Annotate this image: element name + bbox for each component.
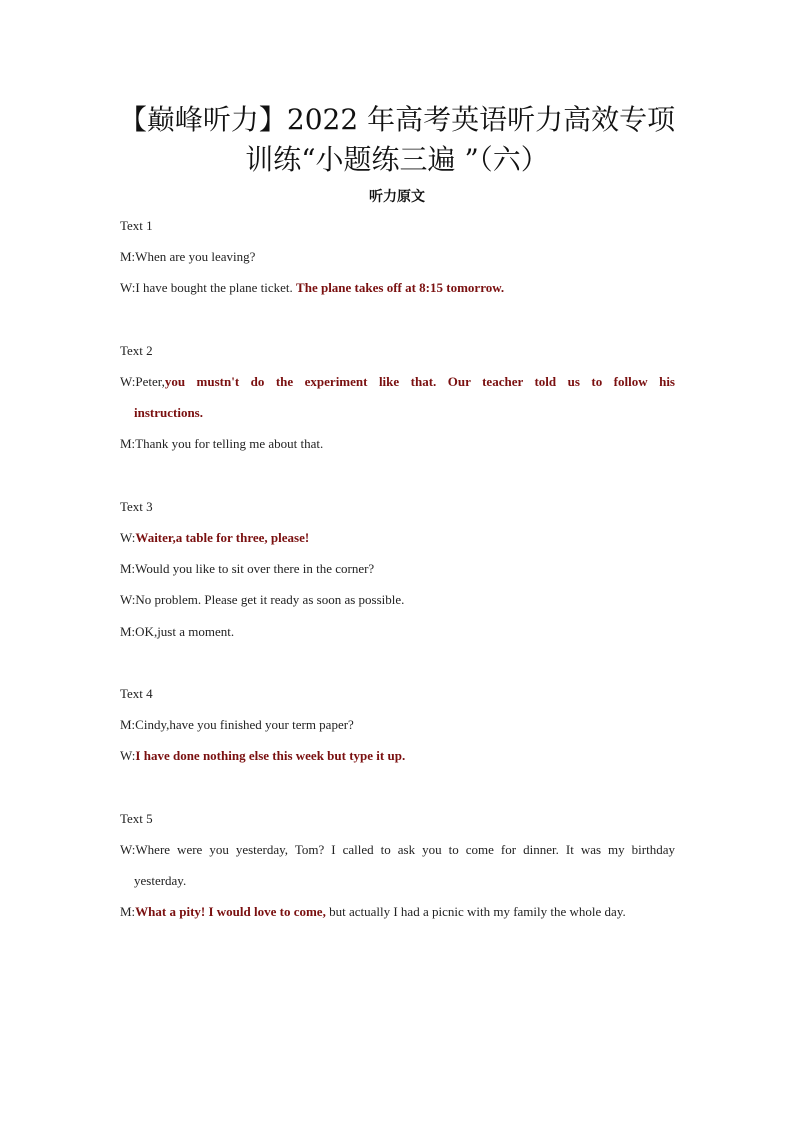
text-heading: Text 5 [120,811,153,826]
dialogue-line [120,590,675,610]
speaker-label: M: [120,624,136,639]
dialogue-line [120,372,675,392]
speaker-label: M: [120,249,136,264]
dialogue-line [120,840,675,860]
speaker-label: W: [120,842,136,857]
dialogue-text: yesterday. [134,873,187,888]
speaker-label: W: [120,280,136,295]
document-title-line-1: 【巅峰听力】2022 年高考英语听力高效专项 [118,103,676,136]
dialogue-line [120,247,675,267]
dialogue-text: Peter, [135,374,165,389]
speaker-label: W: [120,374,136,389]
text-heading: Text 3 [120,499,153,514]
text-heading: Text 1 [120,218,153,233]
dialogue-line [120,434,675,454]
dialogue-text: OK,just a moment. [135,624,235,639]
dialogue-text: Cindy,have you finished your term paper? [135,717,354,732]
answer-highlight: I have done nothing else this week but type it up. [135,748,406,763]
dialogue-line-continuation [134,871,675,891]
speaker-label: M: [120,561,136,576]
speaker-label: M: [120,717,136,732]
dialogue-line [120,528,675,548]
speaker-label: W: [120,592,136,607]
dialogue-text: When are you leaving? [135,249,256,264]
answer-highlight: Waiter,a table for three, please! [135,530,310,545]
dialogue-text: Thank you for telling me about that. [135,436,324,451]
dialogue-line [120,622,675,642]
text-heading: Text 4 [120,686,153,701]
dialogue-line [120,746,675,766]
answer-highlight: The plane takes off at 8:15 tomorrow. [296,280,505,295]
answer-highlight: instructions. [134,405,203,420]
dialogue-text: I have bought the plane ticket. [135,280,297,295]
dialogue-line [120,715,675,735]
section-subtitle: 听力原文 [369,189,425,205]
document-title-line-2: 训练“小题练三遍 ”（六） [245,143,549,176]
dialogue-line [120,902,675,922]
speaker-label: M: [120,904,136,919]
dialogue-text: Would you like to sit over there in the corner? [135,561,375,576]
dialogue-line [120,278,675,298]
dialogue-line [120,559,675,579]
text-heading: Text 2 [120,343,153,358]
speaker-label: M: [120,436,136,451]
dialogue-text: No problem. Please get it ready as soon as possible. [135,592,405,607]
speaker-label: W: [120,748,136,763]
dialogue-line-continuation [134,403,675,423]
dialogue-text: Where were you yesterday, Tom? I called to ask you to come for dinner. It was my birthday [135,842,675,857]
speaker-label: W: [120,530,136,545]
answer-highlight: you mustn't do the experiment like that. Our teacher told us to follow his [164,374,675,389]
dialogue-text: but actually I had a picnic with my family the whole day. [325,904,626,919]
answer-highlight: What a pity! I would love to come, [135,904,326,919]
